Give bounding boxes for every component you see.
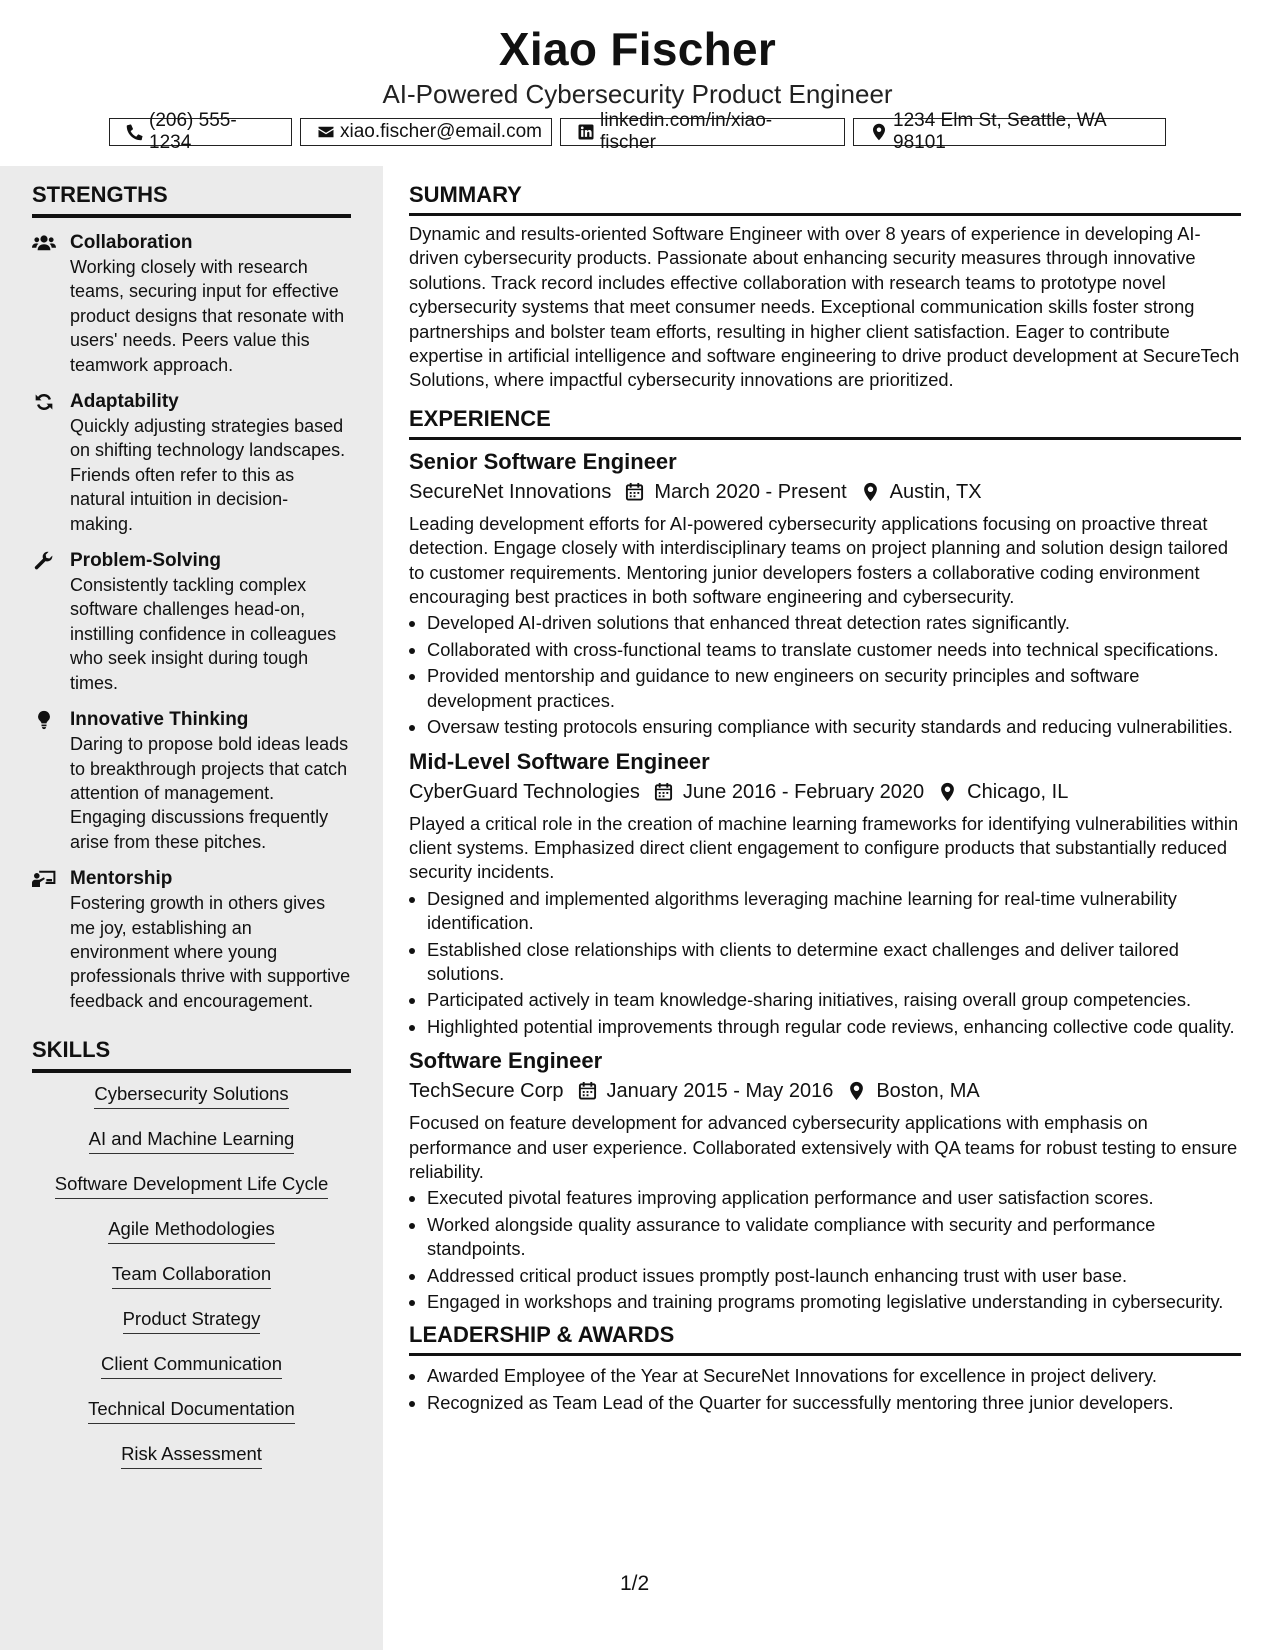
envelope-icon [317, 123, 335, 141]
skill-tag: Technical Documentation [88, 1398, 295, 1424]
job-description: Focused on feature development for advanced cybersecurity applications with emphasis on performance and user experience. Collaborated extensively with QA teams for robust testing to ensure reliability. [409, 1112, 1238, 1182]
phone-text: (206) 555-1234 [149, 110, 237, 153]
contact-address [853, 110, 1166, 153]
strength-item [32, 549, 351, 695]
job-dates: June 2016 - February 2020 [682, 780, 925, 803]
skills-heading: SKILLS [32, 1037, 351, 1073]
wrench-icon [32, 551, 56, 571]
job-description: Played a critical role in the creation of machine learning frameworks for identifying vulnerabilities within client systems. Emphasized direct client engagement to configure products that substantially reduced security incidents. [409, 812, 1239, 883]
job-bullet: • Collaborated with cross-functional teams to translate customer needs into technical specifications. [427, 638, 1241, 662]
strength-item [32, 708, 351, 854]
job-entry [409, 1047, 1241, 1314]
map-marker-icon [847, 1081, 866, 1101]
job-description: Leading development efforts for AI-powered cybersecurity applications focusing on proactive threat detection. Engage closely with interdisciplinary teams on project planning and solution design tailored to customer requirements. Mentoring junior developers fosters a collaborative coding environment encouraging best practices in both software engineering and cybersecurity. [409, 512, 1229, 608]
map-marker-icon [938, 782, 957, 802]
skill-tag: Team Collaboration [112, 1263, 271, 1289]
skill-tag: Product Strategy [123, 1308, 261, 1334]
map-marker-icon [870, 123, 888, 141]
awards-heading: LEADERSHIP & AWARDS [409, 1322, 1241, 1356]
strength-desc: Daring to propose bold ideas leads to breakthrough projects that catch attention of management. Engaging discussions frequently arise from these pitches. [70, 734, 349, 852]
strength-item [32, 390, 351, 536]
job-location: Chicago, IL [967, 780, 1069, 803]
job-bullet: • Developed AI-driven solutions that enhanced threat detection rates significantly. [427, 611, 1241, 635]
users-icon [32, 233, 56, 253]
candidate-name: Xiao Fischer [498, 23, 777, 75]
job-bullet: • Provided mentorship and guidance to new engineers on security principles and software development practices. [427, 664, 1241, 713]
map-marker-icon [861, 482, 880, 502]
strength-item [32, 231, 351, 377]
strength-desc: Fostering growth in others gives me joy, establishing an environment where young professionals thrive with supportive feedback and encouragement. [70, 893, 351, 1011]
job-meta [409, 778, 1241, 806]
skill-tag: Cybersecurity Solutions [94, 1083, 288, 1109]
job-bullet: • Worked alongside quality assurance to validate compliance with security and performance standpoints. [427, 1213, 1241, 1262]
strength-desc: Consistently tackling complex software challenges head-on, instilling confidence in colleagues who seek insight during tough times. [70, 575, 337, 693]
job-bullet: • Highlighted potential improvements through regular code reviews, enhancing collective code quality. [427, 1015, 1241, 1039]
contact-linkedin[interactable] [560, 110, 845, 153]
job-company: TechSecure Corp [409, 1080, 564, 1103]
job-company: CyberGuard Technologies [409, 780, 640, 803]
job-bullet: • Participated actively in team knowledge-sharing initiatives, raising overall group competencies. [427, 988, 1241, 1012]
strength-desc: Quickly adjusting strategies based on shifting technology landscapes. Friends often refer to this as natural intuition in decision-making. [70, 416, 346, 534]
award-item: • Awarded Employee of the Year at SecureNet Innovations for excellence in project delivery. [427, 1364, 1241, 1388]
job-bullets [409, 1186, 1241, 1314]
page-number: 1/2 [620, 1572, 650, 1595]
chalkboard-teacher-icon [32, 869, 56, 889]
summary-heading: SUMMARY [409, 182, 1241, 216]
sidebar [0, 166, 383, 1650]
job-location: Austin, TX [889, 480, 982, 503]
job-location: Boston, MA [876, 1080, 980, 1103]
contact-phone[interactable] [109, 110, 292, 153]
job-company: SecureNet Innovations [409, 480, 612, 503]
lightbulb-icon [32, 710, 56, 730]
job-entry [409, 748, 1241, 1040]
skill-tag: Risk Assessment [121, 1443, 262, 1469]
resume-header [0, 0, 1275, 166]
skills-list [32, 1083, 351, 1488]
job-bullet: • Oversaw testing protocols ensuring compliance with security standards and reducing vulnerabilities. [427, 715, 1241, 739]
skill-tag: AI and Machine Learning [89, 1128, 295, 1154]
job-title: Senior Software Engineer [409, 448, 677, 474]
email-text: xiao.fischer@email.com [340, 121, 542, 142]
job-bullets [409, 611, 1241, 739]
job-bullet: • Executed pivotal features improving application performance and user satisfaction scores. [427, 1186, 1241, 1210]
job-title: Software Engineer [409, 1048, 603, 1074]
linkedin-text: linkedin.com/in/xiao-fischer [600, 110, 773, 153]
job-bullet: • Designed and implemented algorithms leveraging machine learning for real-time vulnerability identification. [427, 887, 1241, 936]
strengths-heading: STRENGTHS [32, 182, 351, 218]
skill-tag: Client Communication [101, 1353, 282, 1379]
job-dates: March 2020 - Present [654, 480, 847, 503]
job-title: Mid-Level Software Engineer [409, 748, 710, 774]
main-column [409, 166, 1241, 1417]
calendar-icon [654, 782, 673, 802]
job-bullet: • Established close relationships with clients to determine exact challenges and deliver tailored solutions. [427, 938, 1241, 987]
candidate-title: AI-Powered Cybersecurity Product Engineer [382, 79, 893, 109]
strength-desc: Working closely with research teams, securing input for effective product designs that resonate with users' needs. Peers value this teamwork approach. [70, 257, 345, 375]
awards-list [409, 1364, 1241, 1415]
strength-item [32, 867, 351, 1013]
strength-title: Adaptability [70, 391, 179, 413]
address-text: 1234 Elm St, Seattle, WA 98101 [893, 110, 1106, 153]
job-meta [409, 478, 1241, 506]
phone-icon [126, 123, 144, 141]
contact-email[interactable] [300, 118, 552, 146]
job-bullet: • Engaged in workshops and training programs promoting legislative understanding in cybersecurity. [427, 1290, 1241, 1314]
award-item: • Recognized as Team Lead of the Quarter for successfully mentoring three junior developers. [427, 1391, 1241, 1415]
calendar-icon [578, 1081, 597, 1101]
job-dates: January 2015 - May 2016 [606, 1080, 834, 1103]
job-bullet: • Addressed critical product issues promptly post-launch enhancing trust with user base. [427, 1264, 1241, 1288]
linkedin-icon [577, 123, 595, 141]
skill-tag: Software Development Life Cycle [55, 1173, 329, 1199]
experience-heading: EXPERIENCE [409, 406, 1241, 440]
strength-title: Innovative Thinking [70, 709, 249, 731]
job-entry [409, 448, 1241, 740]
summary-text: Dynamic and results-oriented Software Engineer with over 8 years of experience in developing AI-driven cybersecurity products. Passionate about enhancing security measures through innovative solutions. Track record includes effective collaboration with research teams to prototype novel cybersecurity systems that meet consumer needs. Exceptional communication skills foster strong partnerships and bolster team efforts, resulting in higher client satisfaction. Eager to contribute expertise in artificial intelligence and software engineering to drive product development at SecureTech Solutions, where impactful cybersecurity innovations are prioritized. [409, 223, 1240, 391]
calendar-icon [625, 482, 644, 502]
strength-title: Collaboration [70, 232, 193, 253]
skill-tag: Agile Methodologies [108, 1218, 275, 1244]
sync-icon [32, 392, 56, 412]
strength-title: Mentorship [70, 868, 173, 890]
contact-bar [0, 110, 1275, 153]
strength-title: Problem-Solving [70, 550, 221, 572]
job-meta [409, 1077, 1241, 1105]
job-bullets [409, 887, 1241, 1039]
